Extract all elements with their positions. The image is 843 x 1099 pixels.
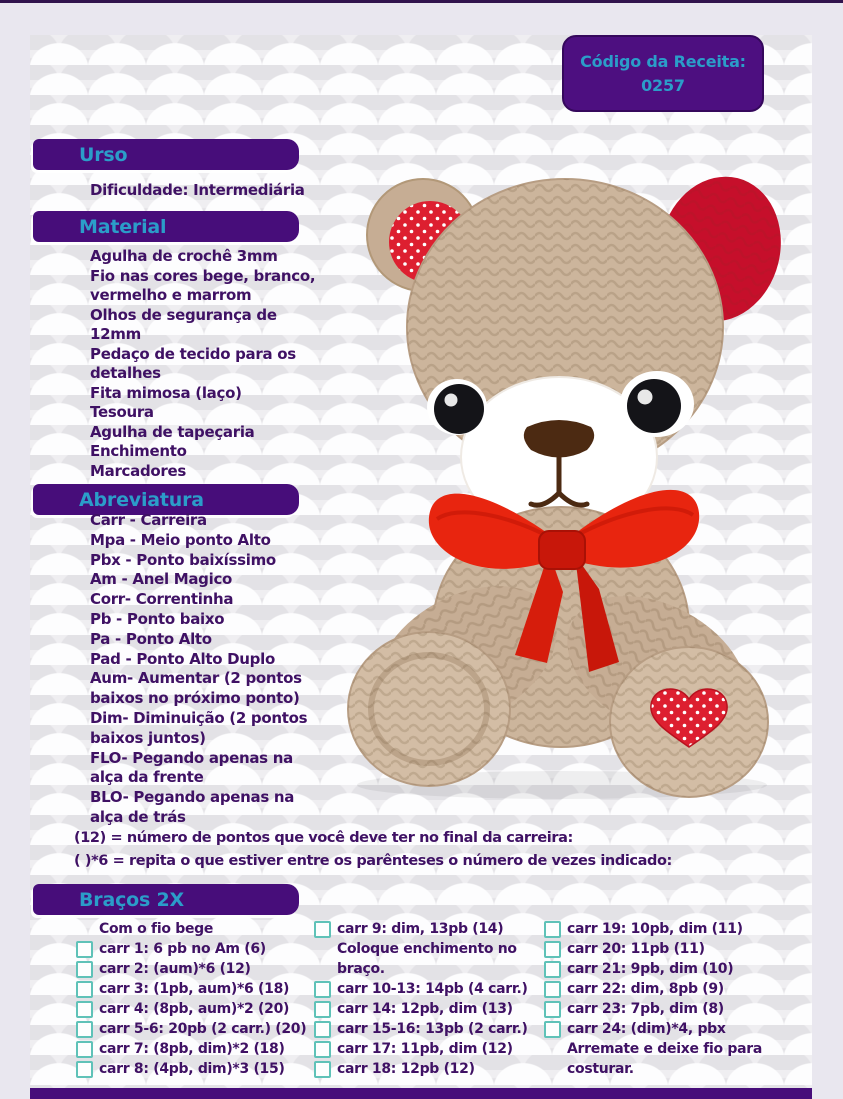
recipe-code-value: 0257 [641,76,685,95]
abbreviation-item: baixos no próximo ponto) [90,689,300,708]
instruction-row [544,1019,762,1039]
bear-foot-left [348,632,510,786]
instruction-text: carr 8: (4pb, dim)*3 (15) [99,1061,285,1077]
material-item: detalhes [90,364,161,382]
abbreviation-item: alça da frente [90,768,204,787]
section-title: Urso [79,143,128,166]
note-stitch-count: (12) = número de pontos que você deve ter no final da carreira: [74,830,573,846]
instruction-text: carr 9: dim, 13pb (14) [337,921,504,937]
section-header-material [33,211,299,242]
checkbox[interactable] [544,981,561,998]
material-item: Enchimento [90,442,187,460]
checkbox[interactable] [76,1021,93,1038]
abbreviation-item: BLO- Pegando apenas na [90,788,295,807]
checkbox[interactable] [544,941,561,958]
instruction-text: costurar. [567,1061,634,1077]
instruction-row [314,959,528,979]
instruction-text: Arremate e deixe fio para [567,1041,763,1057]
instruction-text: carr 4: (8pb, aum)*2 (20) [99,1001,290,1017]
teddy-bear-photo [337,157,787,802]
instruction-text: carr 24: (dim)*4, pbx [567,1021,726,1037]
instruction-text: carr 10-13: 14pb (4 carr.) [337,981,528,997]
abbreviation-item: Pbx - Ponto baixíssimo [90,550,276,569]
instruction-row [76,1059,306,1079]
instruction-row [544,1039,762,1059]
checkbox[interactable] [314,921,331,938]
checkbox[interactable] [76,1041,93,1058]
material-item: Fio nas cores bege, branco, [90,266,316,285]
checkbox[interactable] [314,1001,331,1018]
instruction-text: braço. [337,961,385,977]
instruction-text: carr 20: 11pb (11) [567,941,705,957]
material-item: 12mm [90,325,141,343]
instruction-row [544,919,762,939]
instruction-row [314,1059,528,1079]
abbreviation-item: alça de trás [90,807,186,826]
instructions-column-3 [544,919,762,1079]
material-item: Agulha de crochê 3mm [90,247,278,265]
section-title: Material [79,215,167,238]
material-item: Pedaço de tecido para os [90,344,296,363]
instruction-row [76,919,306,939]
instruction-text: carr 23: 7pb, dim (8) [567,1001,724,1017]
abbreviation-item: Pb - Ponto baixo [90,609,225,628]
instruction-text: carr 22: dim, 8pb (9) [567,981,724,997]
material-item: vermelho e marrom [90,286,252,304]
instruction-text: carr 19: 10pb, dim (11) [567,921,743,937]
material-list [90,247,315,481]
abbreviation-item: baixos juntos) [90,728,206,747]
instruction-row [314,919,528,939]
section-header-urso [33,139,299,170]
checkbox[interactable] [314,1021,331,1038]
instruction-row [544,1059,762,1079]
section-title: Abreviatura [79,488,204,511]
instruction-row [76,1039,306,1059]
checkbox[interactable] [544,1001,561,1018]
instruction-row [544,979,762,999]
checkbox[interactable] [314,1041,331,1058]
abbreviation-item: Aum- Aumentar (2 pontos [90,669,302,688]
top-border [0,0,843,3]
checkbox[interactable] [76,961,93,978]
instruction-row [314,939,528,959]
abbreviation-item: Corr- Correntinha [90,590,234,609]
instruction-row [76,939,306,959]
recipe-code-label: Código da Receita: [580,52,746,71]
instruction-text: carr 5-6: 20pb (2 carr.) (20) [99,1021,307,1037]
checkbox[interactable] [314,1061,331,1078]
recipe-code-box [562,35,764,112]
abbreviation-item: Pad - Ponto Alto Duplo [90,649,275,668]
abbreviation-item: Carr - Carreira [90,511,207,529]
material-item: Marcadores [90,461,187,480]
checkbox[interactable] [76,1061,93,1078]
instruction-text: carr 3: (1pb, aum)*6 (18) [99,981,290,997]
abbreviation-item: Dim- Diminuição (2 pontos [90,708,308,727]
instruction-text: carr 7: (8pb, dim)*2 (18) [99,1041,285,1057]
instruction-row [314,1019,528,1039]
instruction-text: carr 15-16: 13pb (2 carr.) [337,1021,528,1037]
instruction-text: Com o fio bege [99,921,214,937]
checkbox[interactable] [76,1001,93,1018]
section-title: Braços 2X [79,888,184,911]
material-item: Olhos de segurança de [90,305,277,324]
instruction-row [544,939,762,959]
checkbox[interactable] [76,941,93,958]
material-item: Agulha de tapeçaria [90,422,255,441]
instruction-row [314,1039,528,1059]
instruction-row [76,959,306,979]
instructions-column-1 [76,919,306,1079]
instructions-column-2 [314,919,528,1079]
abbreviation-item: Mpa - Meio ponto Alto [90,530,271,549]
checkbox[interactable] [544,961,561,978]
section-header-bracos [33,884,299,915]
checkbox[interactable] [544,921,561,938]
instruction-row [314,999,528,1019]
abbreviation-item: Am - Anel Magico [90,570,233,589]
bottom-border-bar [30,1088,812,1099]
abbreviation-list [90,511,307,828]
instruction-row [76,999,306,1019]
abbreviation-item: Pa - Ponto Alto [90,629,212,648]
instruction-text: carr 21: 9pb, dim (10) [567,961,734,977]
bear-foot-right [610,647,768,797]
instruction-row [544,999,762,1019]
instruction-text: carr 2: (aum)*6 (12) [99,961,251,977]
note-repeat: ( )*6 = repita o que estiver entre os parênteses o número de vezes indicado: [74,853,672,869]
instruction-text: Coloque enchimento no [337,941,517,957]
instruction-text: carr 18: 12pb (12) [337,1061,475,1077]
checkbox[interactable] [314,981,331,998]
difficulty-text: Dificuldade: Intermediária [90,181,305,199]
instruction-row [544,959,762,979]
checkbox[interactable] [76,981,93,998]
material-item: Tesoura [90,403,154,421]
instruction-text: carr 14: 12pb, dim (13) [337,1001,513,1017]
instruction-row [76,1019,306,1039]
instruction-text: carr 1: 6 pb no Am (6) [99,941,266,957]
abbreviation-item: FLO- Pegando apenas na [90,748,293,767]
instruction-row [314,979,528,999]
checkbox[interactable] [544,1021,561,1038]
instruction-text: carr 17: 11pb, dim (12) [337,1041,513,1057]
instruction-row [76,979,306,999]
material-item: Fita mimosa (laço) [90,383,242,402]
